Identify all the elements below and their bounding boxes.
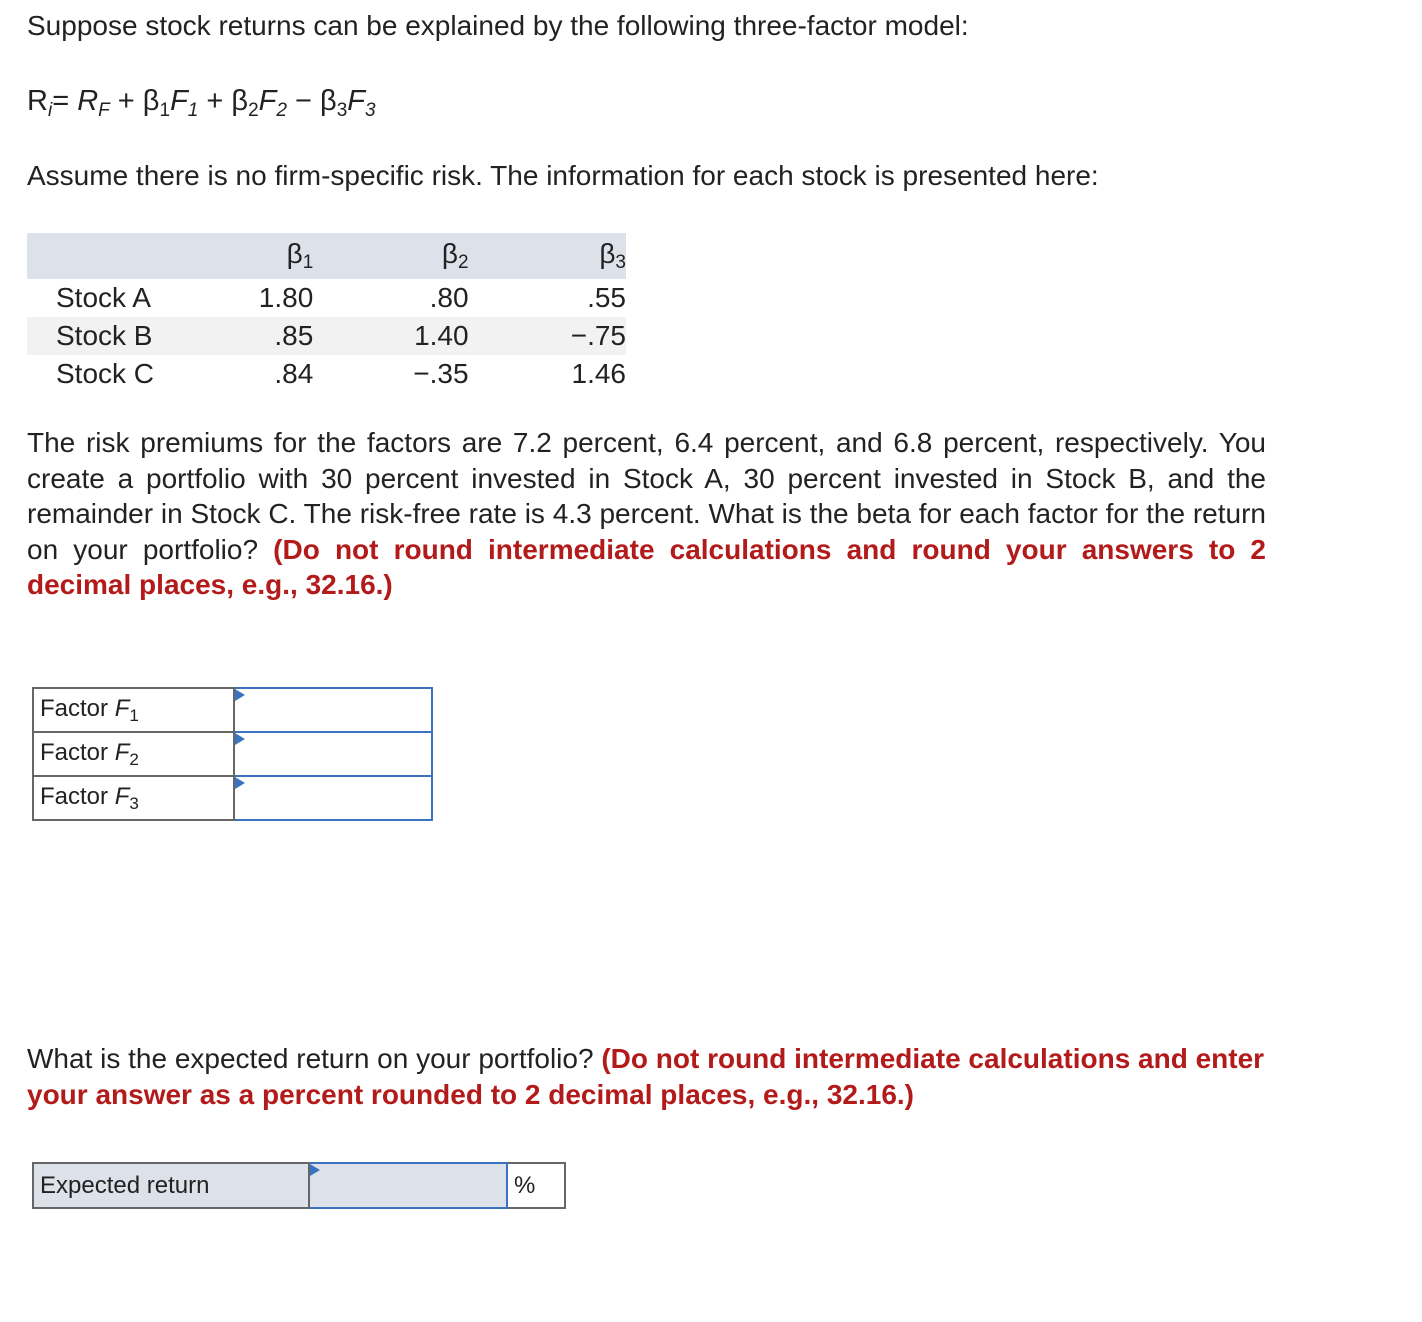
factor-sub: 3: [129, 793, 139, 813]
factor-symbol: F: [114, 738, 130, 766]
formula-rf-sub: F: [98, 100, 110, 121]
formula-f1: F: [170, 85, 188, 117]
cell-beta2: 1.40: [414, 320, 469, 351]
cell-beta3: .55: [587, 282, 626, 313]
cell-beta2: −.35: [413, 358, 469, 389]
formula-f3-sub: 3: [365, 100, 376, 121]
formula-plus2: + β: [198, 85, 249, 117]
formula-plus1: + β: [109, 85, 160, 117]
factor2-answer-cell: [234, 732, 432, 776]
cell-beta2: .80: [429, 282, 469, 313]
factor-label-text: Factor: [40, 782, 115, 810]
formula-b3: 3: [336, 100, 348, 121]
header-beta2: [313, 233, 468, 279]
beta1-sub: 1: [302, 252, 314, 273]
problem-instruction: (Do not round intermediate calculations and round your answers to 2 decimal places, e.g., 32.16.): [27, 533, 1267, 600]
question2-body: What is the expected return on your portfolio?: [27, 1043, 594, 1074]
input-marker-icon: [310, 1164, 320, 1176]
factor2-beta-input[interactable]: [235, 733, 431, 775]
formula-minus3: − β: [286, 85, 337, 117]
cell-beta1: .85: [274, 320, 314, 351]
row-label: Stock C: [56, 358, 155, 389]
factor-label-text: Factor: [40, 738, 115, 766]
formula-b2: 2: [248, 100, 259, 121]
factor-beta-answer-table: [32, 687, 433, 821]
input-marker-icon: [235, 777, 245, 789]
beta2-sub: 2: [457, 252, 469, 273]
formula-f3: F: [347, 85, 365, 117]
header-beta3: [469, 233, 626, 279]
formula-rf: R: [77, 85, 99, 117]
question2-instruction: (Do not round intermediate calculations and enter your answer as a percent rounded to 2 decimal places, e.g., 32.16.): [27, 1043, 1265, 1110]
factor2-label: [33, 732, 234, 776]
header-beta1: [221, 233, 313, 279]
beta3-symbol: β: [599, 238, 616, 269]
factor1-label: [33, 688, 234, 732]
expected-return-answer-cell: [309, 1163, 507, 1208]
intro-text: Suppose stock returns can be explained by the following three-factor model:: [27, 10, 969, 41]
input-marker-icon: [235, 689, 245, 701]
input-marker-icon: [235, 733, 245, 745]
answer-row: [33, 688, 432, 732]
row-label: Stock A: [56, 282, 151, 313]
factor3-label: [33, 776, 234, 820]
beta-table: [27, 233, 626, 393]
cell-beta3: −.75: [570, 320, 626, 351]
row-label: Stock B: [56, 320, 153, 351]
table-row: [27, 279, 626, 317]
problem-text: [27, 425, 1266, 603]
factor3-answer-cell: [234, 776, 432, 820]
cell-beta3: 1.46: [571, 358, 626, 389]
assumption-text: Assume there is no firm-specific risk. The information for each stock is presented here:: [27, 160, 1099, 191]
factor-label-text: Factor: [40, 694, 115, 722]
factor1-answer-cell: [234, 688, 432, 732]
beta2-symbol: β: [441, 238, 458, 269]
cell-beta1: 1.80: [258, 282, 314, 313]
formula-f2-sub: 2: [276, 100, 287, 121]
answer-row: [33, 776, 432, 820]
factor3-beta-input[interactable]: [235, 777, 431, 819]
answer-row: [33, 732, 432, 776]
formula-f1-sub: 1: [187, 100, 199, 121]
percent-unit: %: [507, 1163, 565, 1208]
expected-return-input[interactable]: [310, 1164, 506, 1207]
answer-row: [33, 1163, 565, 1208]
formula-r-sub: i: [47, 100, 53, 121]
expected-return-question: [27, 1041, 1266, 1113]
formula-r: R: [27, 85, 48, 117]
factor1-beta-input[interactable]: [235, 689, 431, 731]
table-row: [27, 355, 626, 393]
table-row: [27, 317, 626, 355]
expected-return-label: Expected return: [33, 1163, 309, 1208]
beta-table-header: [27, 233, 626, 279]
cell-beta1: .84: [274, 358, 314, 389]
factor-sub: 2: [129, 749, 139, 769]
factor-symbol: F: [114, 782, 130, 810]
beta3-sub: 3: [615, 252, 626, 273]
factor-sub: 1: [129, 705, 139, 725]
formula-f2: F: [258, 85, 277, 117]
formula-eq: =: [52, 85, 78, 117]
formula-b1: 1: [159, 100, 171, 121]
factor-symbol: F: [114, 694, 130, 722]
expected-return-answer-table: [32, 1162, 566, 1209]
problem-body: The risk premiums for the factors are 7.2 percent, 6.4 percent, and 6.8 percent, respectively. You create a portfolio with 30 percent invested in Stock A, 30 percent invested in Stock B, and the remainder in Stock C. The risk-free rate is 4.3 percent. What is the beta for each factor for the return on your portfolio?: [27, 427, 1266, 565]
beta1-symbol: β: [286, 238, 303, 269]
factor-model-formula: [27, 85, 376, 122]
header-empty: [27, 233, 221, 279]
